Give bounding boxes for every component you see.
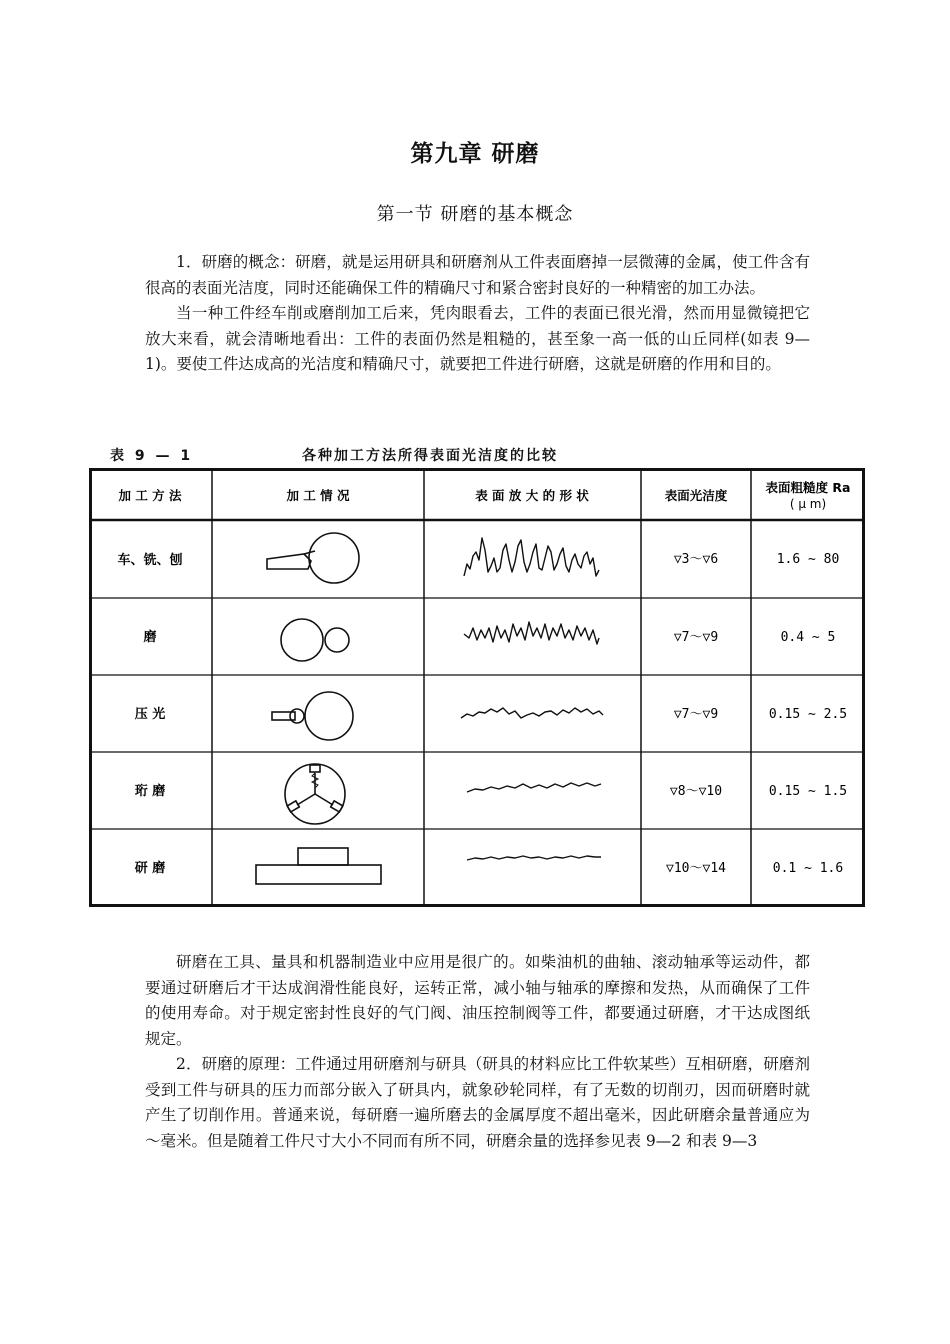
paragraph-application: 研磨在工具、量具和机器制造业中应用是很广的。如柴油机的曲轴、滚动轴承等运动件，都要通过研磨后才干达成润滑性能良好，运转正常，减小轴与轴承的摩擦和发热，从而确保了工件的使用寿命。对于规定密封性良好的气门阀、油压控制阀等工件，都要通过研磨，才干达成图纸规定。 — [145, 953, 810, 1048]
row1-ra: 1.6 ~ 80 — [776, 552, 840, 567]
header-roughness-unit: ( μ m) — [789, 497, 827, 511]
table-frame — [91, 470, 864, 906]
principle-text — [145, 950, 810, 1154]
lapping-diagram — [256, 848, 381, 884]
grinding-diagram — [281, 619, 349, 661]
comparison-table — [89, 468, 865, 907]
header-magnified-shape: 表 面 放 大 的 形 状 — [475, 488, 589, 503]
row5-method: 研 磨 — [134, 861, 166, 876]
table-number: 表 9 — 1 — [110, 448, 194, 464]
turning-diagram — [267, 533, 359, 583]
header-surface-finish: 表面光洁度 — [664, 488, 728, 503]
header-condition: 加 工 情 况 — [286, 488, 350, 503]
profile-burnishing — [461, 708, 603, 718]
row4-finish: ▽8～▽10 — [669, 784, 723, 799]
table-title: 各种加工方法所得表面光洁度的比较 — [302, 448, 558, 464]
profile-turning — [464, 538, 599, 576]
row3-finish: ▽7～▽9 — [673, 707, 719, 722]
row2-ra: 0.4 ~ 5 — [780, 630, 836, 645]
row3-method: 压 光 — [134, 707, 166, 722]
row3-ra: 0.15 ~ 2.5 — [768, 707, 848, 722]
row4-ra: 0.15 ~ 1.5 — [768, 784, 848, 799]
row2-finish: ▽7～▽9 — [673, 630, 719, 645]
row5-ra: 0.1 ~ 1.6 — [772, 861, 844, 876]
paragraph-principle: 2．研磨的原理：工件通过用研磨剂与研具（研具的材料应比工件软某些）互相研磨，研磨剂受到工件与研具的压力而部分嵌入了研具内，就象砂轮同样，有了无数的切削刃，因而研磨时就产生了切削作用。普通来说，每研磨一遍所磨去的金属厚度不超出毫米，因此研磨余量普通应为～毫米。但是随着工件尺寸大小不同而有所不同，研磨余量的选择参见表 9—2 和表 9—3 — [145, 1055, 810, 1150]
row4-method: 珩 磨 — [134, 784, 166, 799]
profile-lapping — [467, 856, 601, 860]
header-method: 加 工 方 法 — [118, 488, 182, 503]
burnishing-diagram — [272, 692, 353, 740]
paragraph-surface: 当一种工件经车削或磨削加工后来，凭肉眼看去，工件的表面已很光滑，然而用显微镜把它放大来看，就会清晰地看出：工件的表面仍然是粗糙的，甚至象一高一低的山丘同样(如表 9—1)。要使工件达成高的光洁度和精确尺寸，就要把工件进行研磨，这就是研磨的作用和目的。 — [145, 304, 810, 373]
row1-finish: ▽3～▽6 — [673, 552, 719, 567]
row2-method: 磨 — [143, 630, 157, 645]
section-title: 第一节 研磨的基本概念 — [376, 204, 574, 225]
intro-text — [145, 250, 810, 378]
row5-finish: ▽10～▽14 — [666, 861, 726, 876]
header-roughness: 表面粗糙度 Ra — [765, 480, 851, 495]
honing-diagram — [285, 764, 345, 824]
profile-honing — [467, 783, 601, 792]
chapter-title: 第九章 研磨 — [410, 141, 540, 167]
row1-method: 车、铣、刨 — [117, 553, 183, 568]
paragraph-concept: 1．研磨的概念：研磨，就是运用研具和研磨剂从工件表面磨掉一层微薄的金属，使工件含有很高的表面光洁度，同时还能确保工件的精确尺寸和紧合密封良好的一种精密的加工办法。 — [145, 253, 810, 297]
profile-grinding — [464, 622, 599, 644]
